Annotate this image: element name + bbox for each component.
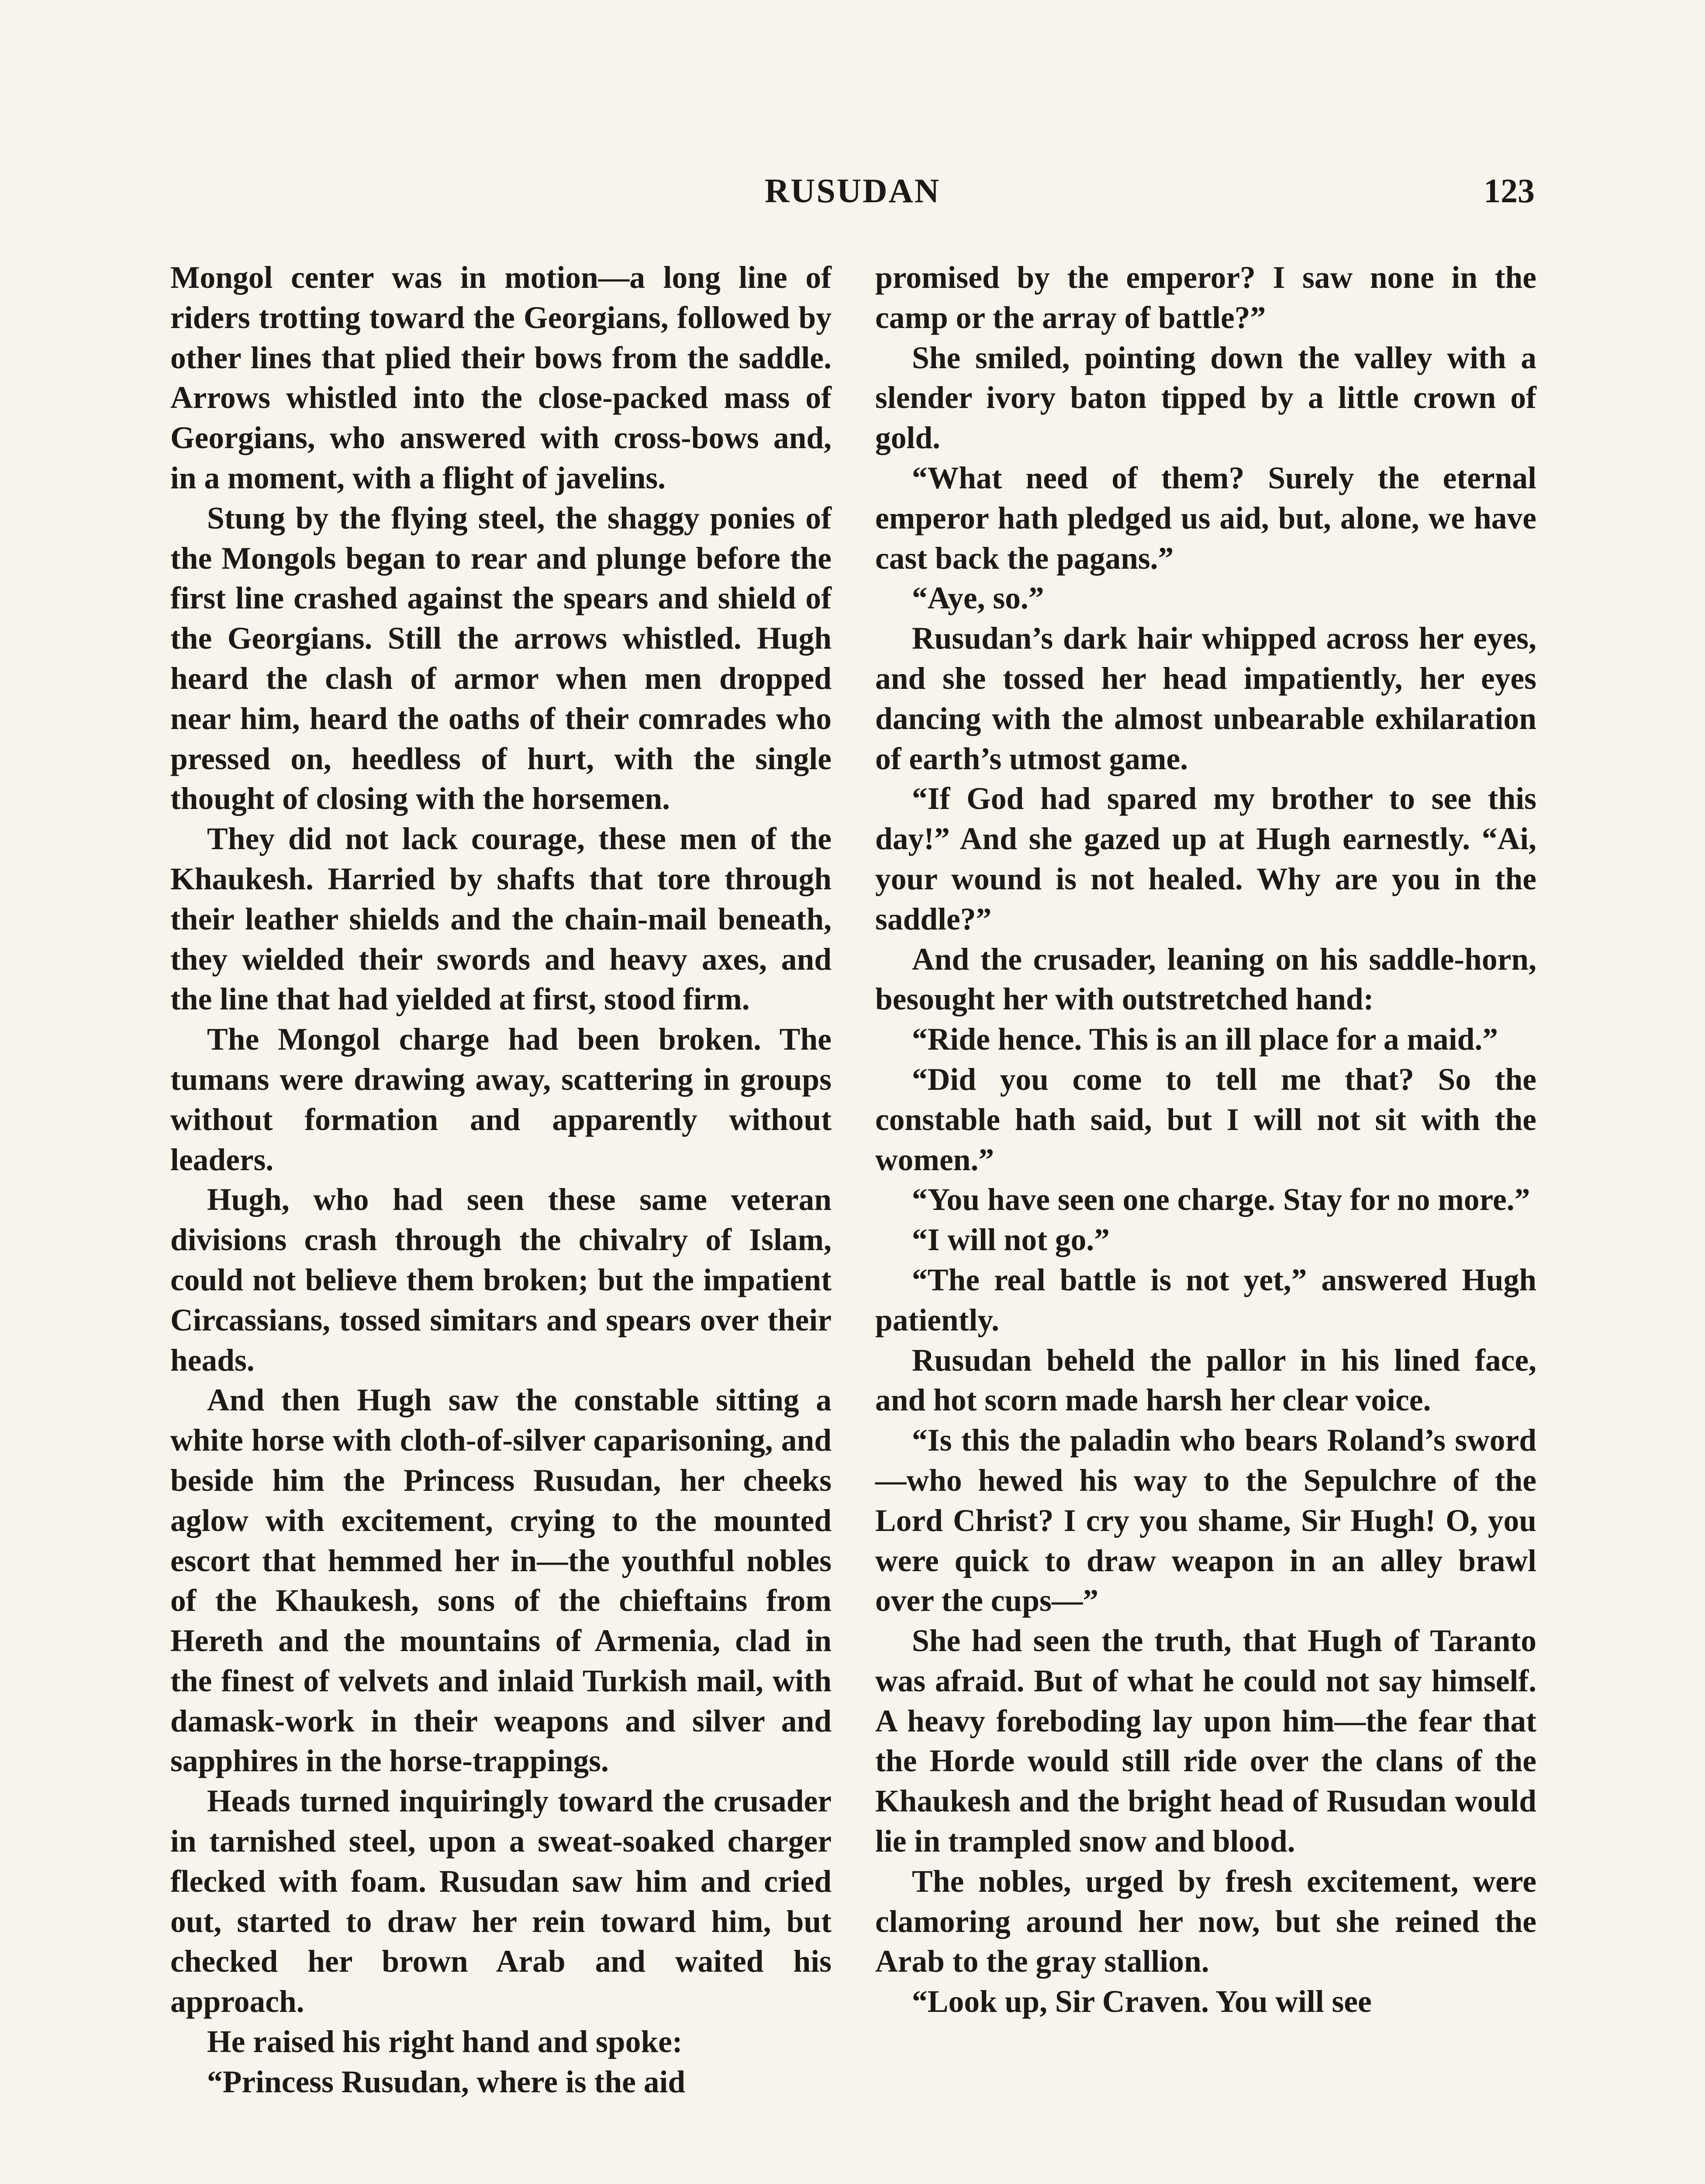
paragraph: Rusudan beheld the pallor in his lined face, and hot scorn made harsh her clear voice.	[875, 1343, 1536, 1418]
paragraph: “I will not go.”	[912, 1223, 1110, 1258]
paragraph: The Mongol charge had been broken. The tumans were drawing away, scattering in groups without formation and apparently without leaders.	[170, 1022, 832, 1177]
paragraph: The nobles, urged by fresh excitement, were clamoring around her now, but she reined the Arab to the gray stallion.	[875, 1864, 1536, 1979]
paragraph: She had seen the truth, that Hugh of Taranto was afraid. But of what he could not say himself. A heavy foreboding lay upon him—the fear that the Horde would still ride over the clans of the Khaukesh and the bright head of Rusudan would lie in trampled snow and blood.	[875, 1624, 1536, 1859]
running-title: RUSUDAN	[764, 172, 941, 210]
paragraph: promised by the emperor? I saw none in the camp or the array of battle?”	[875, 260, 1536, 335]
paragraph: Rusudan’s dark hair whipped across her eyes, and she tossed her head impatiently, her eyes dancing with the almost unbearable exhilaration of earth’s utmost game.	[875, 621, 1536, 776]
paragraph: “What need of them? Surely the eternal emperor hath pledged us aid, but, alone, we have cast back the pagans.”	[875, 460, 1536, 576]
paragraph: She smiled, pointing down the valley with a slender ivory baton tipped by a little crown of gold.	[875, 340, 1536, 456]
paragraph: They did not lack courage, these men of the Khaukesh. Harried by shafts that tore through their leather shields and the chain-mail beneath, they wielded their swords and heavy axes, and the line that had yielded at first, stood firm.	[170, 822, 832, 1017]
paragraph: Mongol center was in motion—a long line of riders trotting toward the Georgians, followed by other lines that plied their bows from the saddle. Arrows whistled into the close-packed mass of Georgians, who answered with cross-bows and, in a moment, with a flight of javelins.	[170, 260, 832, 495]
paragraph: Stung by the flying steel, the shaggy ponies of the Mongols began to rear and plunge before the first line crashed against the spears and shield of the Georgians. Still the arrows whistled. Hugh heard the clash of armor when men dropped near him, heard the oaths of their comrades who pressed on, heedless of hurt, with the single thought of closing with the horsemen.	[170, 501, 832, 816]
paragraph: “Princess Rusudan, where is the aid	[207, 2064, 686, 2099]
page-number: 123	[1484, 172, 1535, 210]
paragraph: Hugh, who had seen these same veteran divisions crash through the chivalry of Islam, could not believe them broken; but the impatient Circassians, tossed simitars and spears over their heads.	[170, 1182, 832, 1378]
paragraph: “Ride hence. This is an ill place for a maid.”	[912, 1022, 1498, 1057]
paragraph: And the crusader, leaning on his saddle-horn, besought her with outstretched hand:	[875, 942, 1536, 1017]
left-column	[170, 258, 832, 2102]
paragraph: “If God had spared my brother to see this day!” And she gazed up at Hugh earnestly. “Ai, your wound is not healed. Why are you in the saddle?”	[875, 781, 1536, 936]
paragraph: “Did you come to tell me that? So the constable hath said, but I will not sit with the women.”	[875, 1062, 1536, 1177]
paragraph: “Aye, so.”	[912, 581, 1044, 616]
paragraph: Heads turned inquiringly toward the crusader in tarnished steel, upon a sweat-soaked charger flecked with foam. Rusudan saw him and cried out, started to draw her rein toward him, but checked her brown Arab and waited his approach.	[170, 1784, 832, 2019]
paragraph: “The real battle is not yet,” answered Hugh patiently.	[875, 1262, 1536, 1337]
page-header	[170, 171, 1535, 219]
paragraph: “You have seen one charge. Stay for no more.”	[912, 1182, 1530, 1217]
paragraph: He raised his right hand and spoke:	[207, 2025, 683, 2060]
paragraph: “Look up, Sir Craven. You will see	[912, 1984, 1372, 2019]
paragraph: “Is this the paladin who bears Roland’s sword—who hewed his way to the Sepulchre of the Lord Christ? I cry you shame, Sir Hugh! O, you were quick to draw weapon in an alley brawl over the cups—”	[875, 1423, 1536, 1618]
right-column	[875, 258, 1536, 2022]
paragraph: And then Hugh saw the constable sitting a white horse with cloth-of-silver caparisoning, and beside him the Princess Rusudan, her cheeks aglow with excitement, crying to the mounted escort that hemmed her in—the youthful nobles of the Khaukesh, sons of the chieftains from Hereth and the mountains of Armenia, clad in the finest of velvets and inlaid Turkish mail, with damask-work in their weapons and silver and sapphires in the horse-trappings.	[170, 1383, 832, 1779]
